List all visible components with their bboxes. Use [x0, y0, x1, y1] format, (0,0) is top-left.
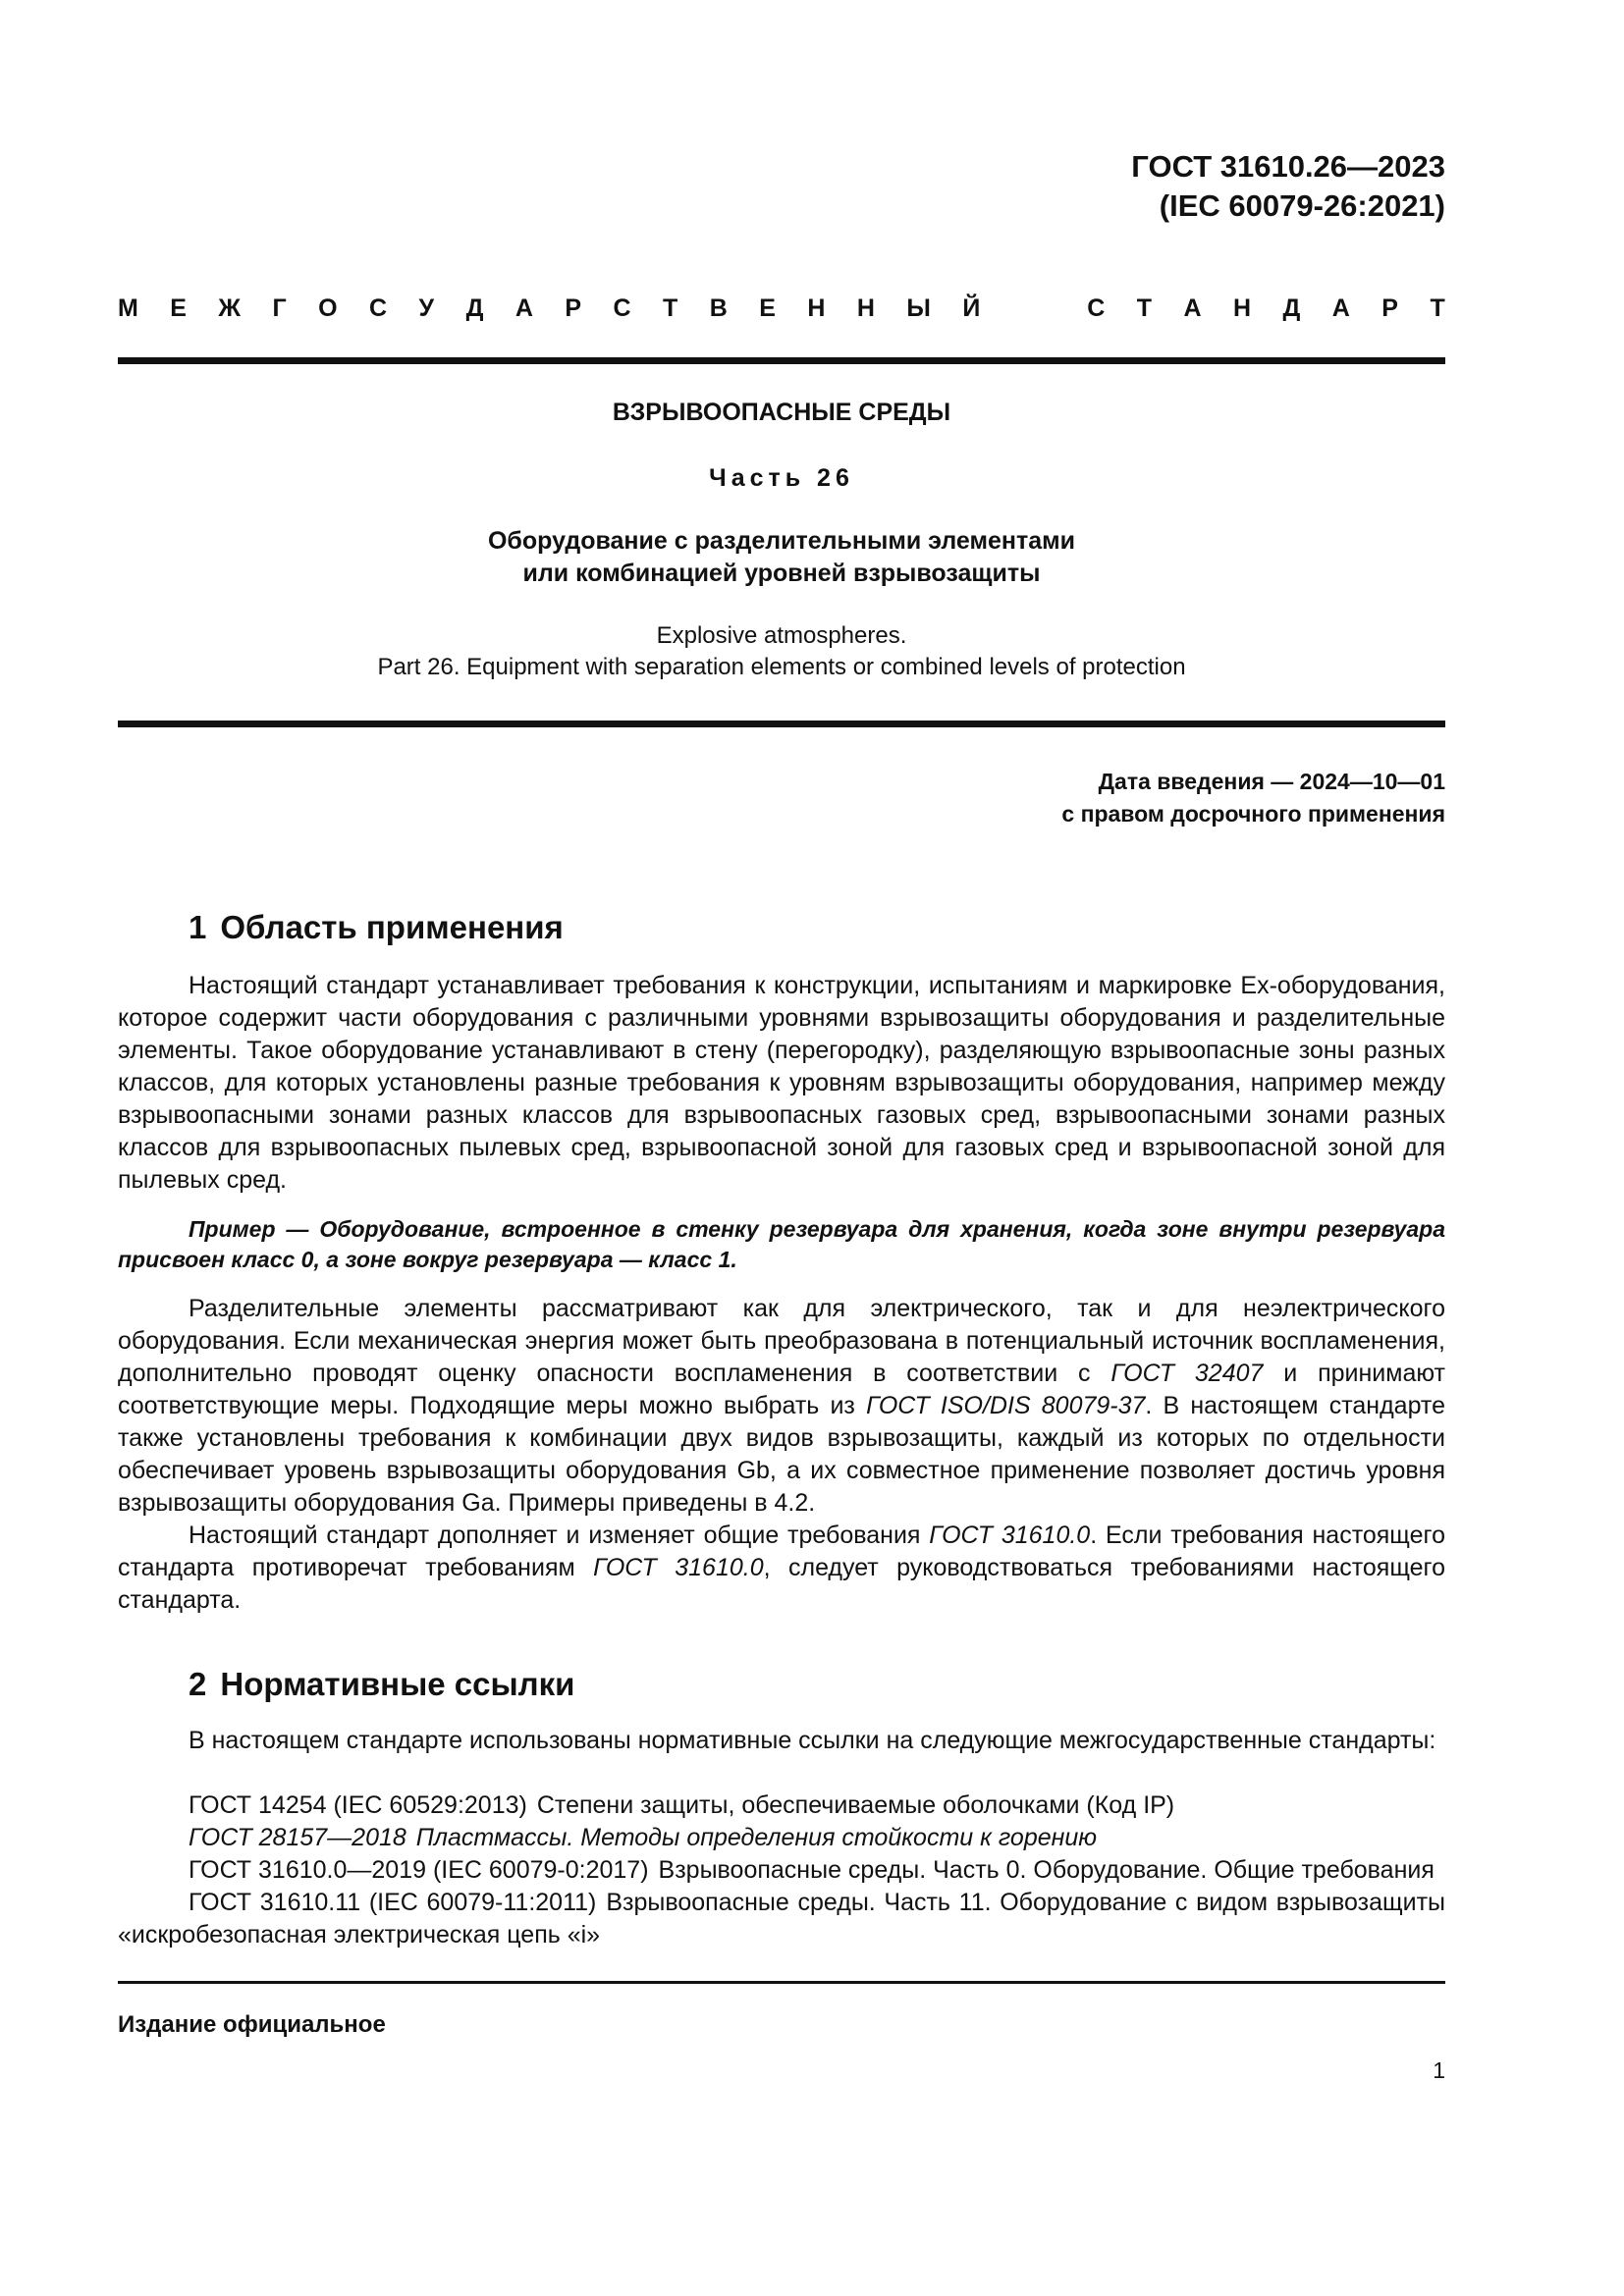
scope-paragraph-3	[118, 1520, 1445, 1617]
reference-item	[118, 1854, 1445, 1887]
document-title: ВЗРЫВООПАСНЫЕ СРЕДЫ	[612, 399, 951, 426]
section-2-number: 2	[189, 1666, 207, 1702]
reference-gost-31610-0-second: ГОСТ 31610.0	[593, 1554, 764, 1581]
reference-code: ГОСТ 28157—2018	[189, 1824, 406, 1851]
banner-letter: Ы	[906, 294, 931, 322]
official-edition-label: Издание официальное	[118, 2011, 386, 2038]
normative-references-list	[118, 1789, 1445, 1951]
reference-item	[118, 1822, 1445, 1854]
banner-letter: Ж	[218, 294, 242, 322]
interstate-standard-banner	[118, 292, 1445, 325]
banner-letter: Т	[1430, 294, 1445, 322]
banner-letter: Д	[1282, 294, 1301, 322]
banner-letter: У	[418, 294, 435, 322]
reference-code: ГОСТ 14254 (IEC 60529:2013)	[189, 1791, 527, 1819]
section-1-number: 1	[189, 909, 207, 945]
subtitle-line-2: или комбинацией уровней взрывозащиты	[522, 560, 1041, 587]
references-intro: В настоящем стандарте использованы нормативные ссылки на следующие межгосударственные стандарты:	[189, 1727, 1436, 1754]
introduction-date: Дата введения — 2024—10—01	[1098, 769, 1445, 794]
footer-divider	[118, 1981, 1445, 1984]
english-title-line-1: Explosive atmospheres.	[656, 622, 907, 649]
banner-word-gap	[1012, 292, 1056, 325]
english-title-line-2: Part 26. Equipment with separation elements or combined levels of protection	[377, 654, 1186, 680]
banner-letter: В	[709, 294, 728, 322]
banner-letter: О	[318, 294, 338, 322]
banner-letter: А	[1331, 294, 1350, 322]
banner-letter: С	[1087, 294, 1106, 322]
reference-gost-iso-dis-80079-37: ГОСТ ISO/DIS 80079-37	[866, 1392, 1146, 1419]
english-title	[118, 620, 1445, 683]
banner-letter: Г	[272, 294, 287, 322]
introduction-date-block	[1061, 766, 1445, 830]
standard-number: ГОСТ 31610.26—2023	[1131, 149, 1445, 184]
banner-letter: А	[1183, 294, 1202, 322]
banner-letter: Н	[807, 294, 826, 322]
scope-paragraph-2-text-c: . В настоящем стандарте также установлены требования к комбинации двух видов взрывозащиты, каждый из которых по отдельности обеспечивает уровень взрывозащиты оборудования Gb, а их совместное применение позволяет достичь уровня взрывозащиты оборудования Ga. Примеры приведены в 4.2.	[118, 1392, 1445, 1517]
standard-identifier	[1131, 147, 1445, 226]
banner-letter: Т	[663, 294, 678, 322]
reference-item	[118, 1789, 1445, 1822]
banner-letter: Т	[1136, 294, 1153, 322]
reference-item	[118, 1887, 1445, 1951]
section-2-heading	[189, 1665, 574, 1704]
page-number: 1	[1433, 2057, 1445, 2083]
banner-letter: Й	[962, 294, 981, 322]
section-2-title: Нормативные ссылки	[220, 1666, 575, 1702]
reference-gost-31610-0: ГОСТ 31610.0	[929, 1522, 1091, 1549]
subtitle-line-1: Оборудование с разделительными элементами	[487, 527, 1076, 555]
iec-number: (IEC 60079-26:2021)	[1159, 188, 1445, 223]
title-divider	[118, 721, 1445, 727]
early-application-note: с правом досрочного применения	[1061, 801, 1445, 827]
section-1-heading	[189, 908, 564, 947]
scope-paragraph-2	[118, 1293, 1445, 1520]
banner-letter: Р	[1381, 294, 1398, 322]
scope-example: Пример — Оборудование, встроенное в стенку резервуара для хранения, когда зоне внутри резервуара присвоен класс 0, а зоне вокруг резервуара — класс 1.	[118, 1216, 1445, 1272]
scope-paragraph-3-text-c: , следует руководствоваться требованиями настоящего стандарта.	[118, 1554, 1445, 1614]
banner-letter: Е	[759, 294, 776, 322]
scope-paragraph-2-text-a: Разделительные элементы рассматривают как для электрического, так и для неэлектрического оборудования. Если механическая энергия может быть преобразована в потенциальный источник воспламенения, дополнительно проводят оценку опасности воспламенения в соответствии с	[118, 1295, 1445, 1387]
banner-letter: Р	[565, 294, 582, 322]
banner-letter: С	[369, 294, 388, 322]
top-divider	[118, 357, 1445, 364]
document-subtitle	[118, 525, 1445, 590]
banner-letter: А	[514, 294, 533, 322]
banner-letter: С	[613, 294, 631, 322]
scope-paragraph-3-text-b: . Если требования настоящего стандарта противоречат требованиям	[118, 1522, 1445, 1581]
reference-code: ГОСТ 31610.0—2019 (IEC 60079-0:2017)	[189, 1856, 649, 1884]
part-title: Часть 26	[709, 464, 854, 492]
scope-paragraph-2-text-b: и принимают соответствующие меры. Подходящие меры можно выбрать из	[118, 1360, 1445, 1419]
reference-title: Степени защиты, обеспечиваемые оболочками (Код IP)	[536, 1791, 1175, 1819]
banner-letter: М	[118, 294, 138, 322]
reference-title: Пластмассы. Методы определения стойкости к горению	[415, 1824, 1098, 1851]
scope-paragraph-3-text-a: Настоящий стандарт дополняет и изменяет общие требования	[189, 1522, 930, 1549]
reference-title: Взрывоопасные среды. Часть 11. Оборудование с видом взрывозащиты «искробезопасная электрическая цепь «i»	[118, 1889, 1445, 1949]
banner-letter: Н	[1233, 294, 1252, 322]
reference-title: Взрывоопасные среды. Часть 0. Оборудование. Общие требования	[658, 1856, 1435, 1884]
banner-letter: Н	[856, 294, 875, 322]
reference-gost-32407: ГОСТ 32407	[1110, 1360, 1264, 1387]
scope-paragraph-1: Настоящий стандарт устанавливает требования к конструкции, испытаниям и маркировке Ex-оборудования, которое содержит части оборудования с различными уровнями взрывозащиты оборудования и разделительные элементы. Такое оборудование устанавливают в стену (перегородку), разделяющую взрывоопасные зоны разных классов, для которых установлены разные требования к уровням взрывозащиты оборудования, например между взрывоопасными зонами разных классов для взрывоопасных газовых сред, взрывоопасными зонами разных классов для взрывоопасных пылевых сред, взрывоопасной зоной для газовых сред и взрывоопасной зоной для пылевых сред.	[118, 972, 1445, 1194]
section-1-title: Область применения	[220, 909, 564, 945]
reference-code: ГОСТ 31610.11 (IEC 60079-11:2011)	[189, 1889, 597, 1916]
banner-letter: Е	[170, 294, 187, 322]
banner-letter: Д	[465, 294, 484, 322]
